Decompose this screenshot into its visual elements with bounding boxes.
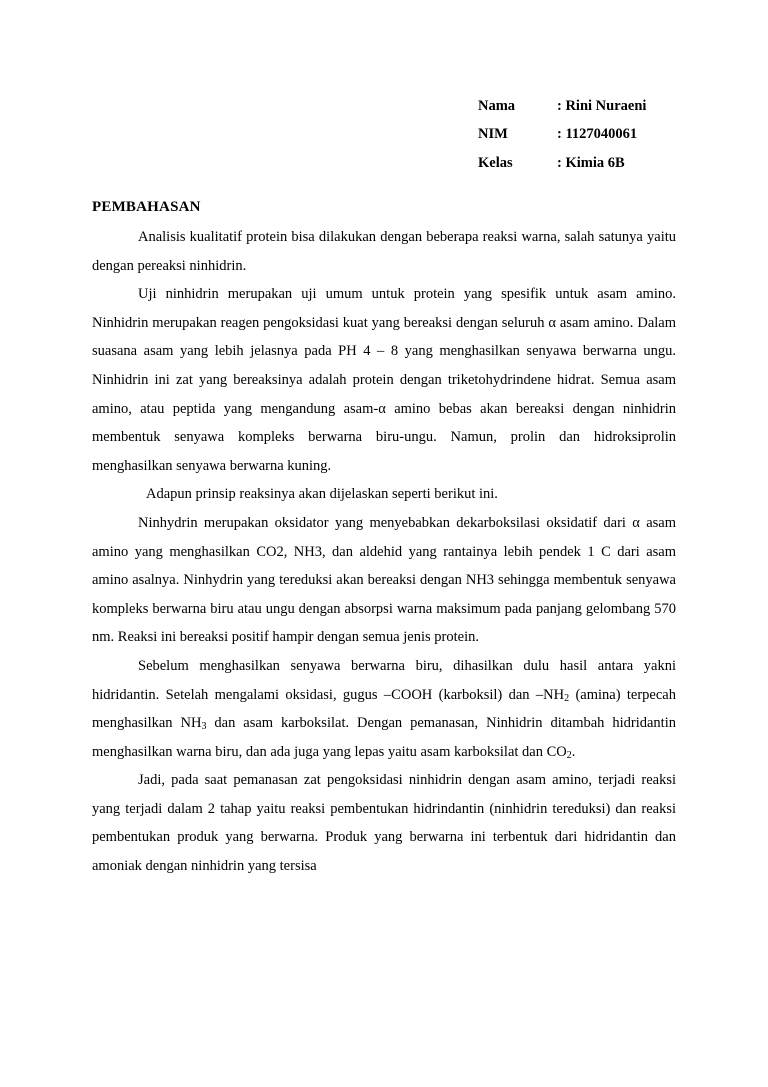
info-row-kelas xyxy=(478,149,646,178)
info-value: : 1127040061 xyxy=(557,126,638,143)
info-value: : Rini Nuraeni xyxy=(557,97,647,114)
paragraph-5-part-b: (amina) terpecah menghasilkan NH xyxy=(92,686,676,732)
info-label: Kelas xyxy=(478,154,513,171)
paragraph-5-part-c: dan asam karboksilat. Dengan pemanasan, Ninhidrin ditambah hidridantin menghasilkan warna biru, dan ada juga yang lepas yaitu asam karboksilat dan CO xyxy=(92,715,676,760)
paragraph-5-part-a: Sebelum menghasilkan senyawa berwarna biru, dihasilkan dulu hasil antara yakni hidridantin. Setelah mengalami oksidasi, gugus –COOH (karboksil) dan –NH xyxy=(92,657,676,703)
paragraph-2: Uji ninhidrin merupakan uji umum untuk protein yang spesifik untuk asam amino. Ninhidrin merupakan reagen pengoksidasi kuat yang bereaksi dengan seluruh α asam amino. Dalam suasana asam yang lebih jelasnya pada PH 4 – 8 yang menghasilkan senyawa berwarna ungu. Ninhidrin ini zat yang bereaksinya adalah protein dengan triketohydrindene hidrat. Semua asam amino, atau peptida yang mengandung asam-α amino bebas akan bereaksi dengan ninhidrin membentuk senyawa kompleks berwarna biru-ungu. Namun, prolin dan hidroksiprolin menghasilkan senyawa berwarna kuning. xyxy=(92,286,676,474)
subscript: 2 xyxy=(564,692,570,704)
info-row-nim xyxy=(478,121,646,150)
info-row-nama xyxy=(478,92,646,121)
info-value: : Kimia 6B xyxy=(557,154,625,171)
student-info xyxy=(478,92,646,178)
subscript: 3 xyxy=(201,721,207,733)
paragraph-3: Adapun prinsip reaksinya akan dijelaskan seperti berikut ini. xyxy=(146,486,498,503)
paragraph-5 xyxy=(92,652,676,766)
paragraph-4: Ninhydrin merupakan oksidator yang menyebabkan dekarboksilasi oksidatif dari α asam amino yang menghasilkan CO2, NH3, dan aldehid yang rantainya lebih pendek 1 C dari asam amino asalnya. Ninhydrin yang tereduksi akan bereaksi dengan NH3 sehingga membentuk senyawa kompleks berwarna biru atau ungu dengan absorpsi warna maksimum pada panjang gelombang 570 nm. Reaksi ini bereaksi positif hampir dengan semua jenis protein. xyxy=(92,514,676,646)
paragraph-5-part-d: . xyxy=(571,743,576,760)
info-label: NIM xyxy=(478,126,508,143)
info-label: Nama xyxy=(478,97,516,114)
section-heading: PEMBAHASAN xyxy=(92,199,201,215)
paragraph-1: Analisis kualitatif protein bisa dilakukan dengan beberapa reaksi warna, salah satunya yaitu dengan pereaksi ninhidrin. xyxy=(92,229,676,274)
subscript: 2 xyxy=(566,749,572,761)
paragraph-6: Jadi, pada saat pemanasan zat pengoksidasi ninhidrin dengan asam amino, terjadi reaksi yang terjadi dalam 2 tahap yaitu reaksi pembentukan hidrindantin (ninhidrin tereduksi) dan reaksi pembentukan produk yang berwarna. Produk yang berwarna ini terbentuk dari hidridantin dan amoniak dengan ninhidrin yang tersisa xyxy=(92,772,676,875)
body-text xyxy=(92,223,676,881)
